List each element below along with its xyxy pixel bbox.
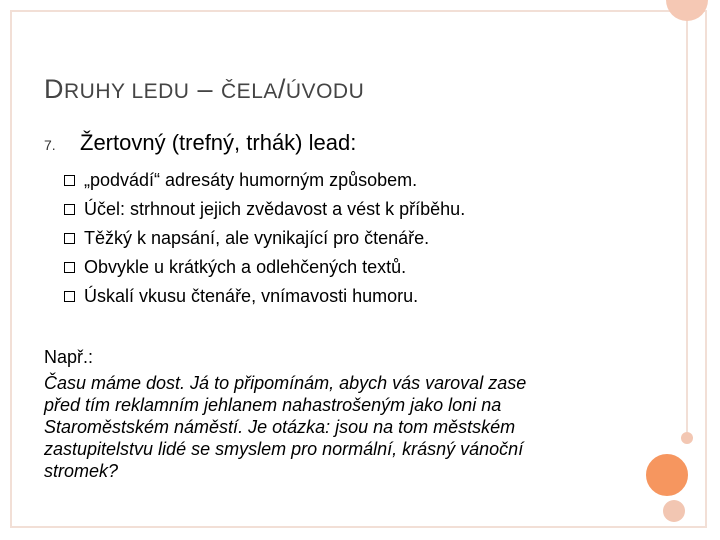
heading-text: Žertovný (trefný, trhák) lead: [80,130,357,155]
quote-line: zastupitelstvu lidé se smyslem pro normální, krásný vánoční [44,439,524,459]
decorative-vertical-line [686,0,688,432]
quote-line: Staroměstském náměstí. Je otázka: jsou na tom městském [44,417,516,437]
bullet-box-icon [64,175,75,186]
slide-title [44,74,364,105]
quote-line: Času máme dost. Já to připomínám, abych vás varoval zase [44,373,527,393]
title-dash: – [189,74,222,104]
list-item [64,253,465,282]
bullet-list [64,166,465,311]
quote-line: před tím reklamním jehlanem nahastrošeným jako loni na [44,395,502,415]
bullet-box-icon [64,204,75,215]
example-block [44,346,624,482]
example-quote [44,372,624,482]
quote-line: stromek? [44,461,119,481]
list-item-text: Účel: strhnout jejich zvědavost a vést k příběhu. [84,199,466,219]
title-part1: RUHY LEDU [64,80,190,103]
title-part2: ČELA [221,80,278,103]
title-initial: D [44,74,64,104]
title-slash: / [277,74,286,104]
decorative-circle-small [663,500,685,522]
list-item [64,166,465,195]
heading-number: 7. [44,137,56,153]
decorative-circle-tiny [681,432,693,444]
list-item [64,195,465,224]
list-item-text: Obvykle u krátkých a odlehčených textů. [84,257,407,277]
bullet-box-icon [64,262,75,273]
bullet-box-icon [64,233,75,244]
section-heading [44,130,356,156]
list-item [64,282,465,311]
list-item-text: Těžký k napsání, ale vynikající pro čtenáře. [84,228,430,248]
decorative-circle-large [644,452,690,498]
title-part3: ÚVODU [285,80,365,103]
list-item-text: Úskalí vkusu čtenáře, vnímavosti humoru. [84,286,419,306]
example-label: Např.: [44,347,94,367]
bullet-box-icon [64,291,75,302]
list-item-text: „podvádí“ adresáty humorným způsobem. [84,170,418,190]
list-item [64,224,465,253]
